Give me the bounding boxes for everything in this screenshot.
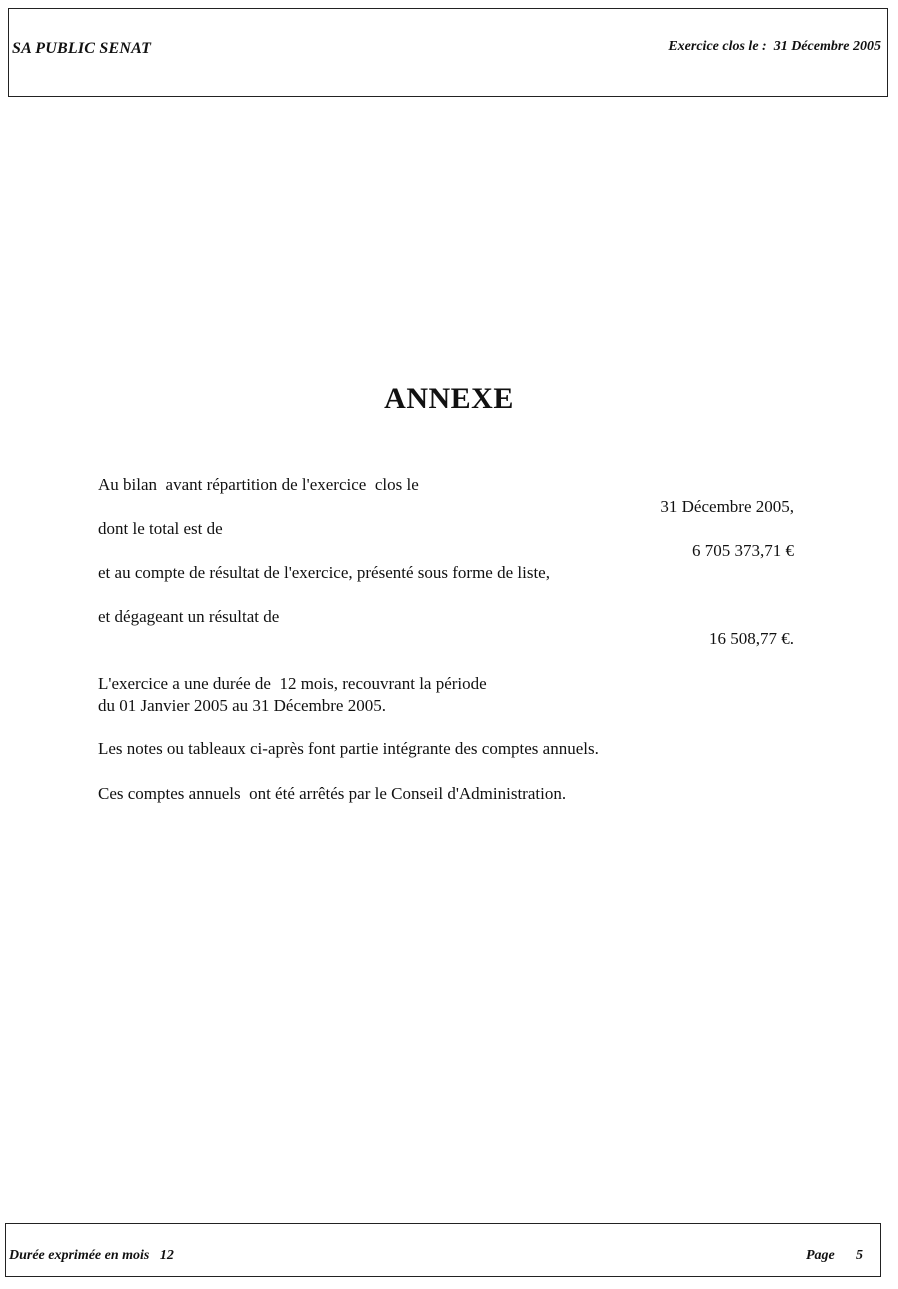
- page-number: 5: [856, 1248, 863, 1263]
- body-line-duree: L'exercice a une durée de 12 mois, recouvrant la période: [98, 674, 487, 693]
- body-line-periode: du 01 Janvier 2005 au 31 Décembre 2005.: [98, 696, 386, 715]
- body-line-compte-resultat: et au compte de résultat de l'exercice, présenté sous forme de liste,: [98, 563, 550, 582]
- duration-label: Durée exprimée en mois 12: [9, 1248, 174, 1263]
- document-title: ANNEXE: [384, 382, 514, 415]
- body-line-conseil: Ces comptes annuels ont été arrêtés par le Conseil d'Administration.: [98, 784, 567, 803]
- page-footer: [5, 1223, 881, 1277]
- body-line-total: dont le total est de: [98, 519, 223, 538]
- closing-date-value: 31 Décembre 2005,: [660, 497, 794, 516]
- body-line-resultat: et dégageant un résultat de: [98, 607, 280, 626]
- body-line-bilan: Au bilan avant répartition de l'exercice clos le: [98, 475, 419, 494]
- body-line-notes: Les notes ou tableaux ci-après font partie intégrante des comptes annuels.: [98, 739, 599, 758]
- page-label: Page: [806, 1248, 835, 1263]
- exercise-closing-date: Exercice clos le : 31 Décembre 2005: [668, 39, 881, 54]
- result-value: 16 508,77 €.: [709, 629, 794, 648]
- page-header: [8, 8, 888, 97]
- balance-total-value: 6 705 373,71 €: [692, 541, 794, 560]
- company-name: SA PUBLIC SENAT: [12, 40, 152, 57]
